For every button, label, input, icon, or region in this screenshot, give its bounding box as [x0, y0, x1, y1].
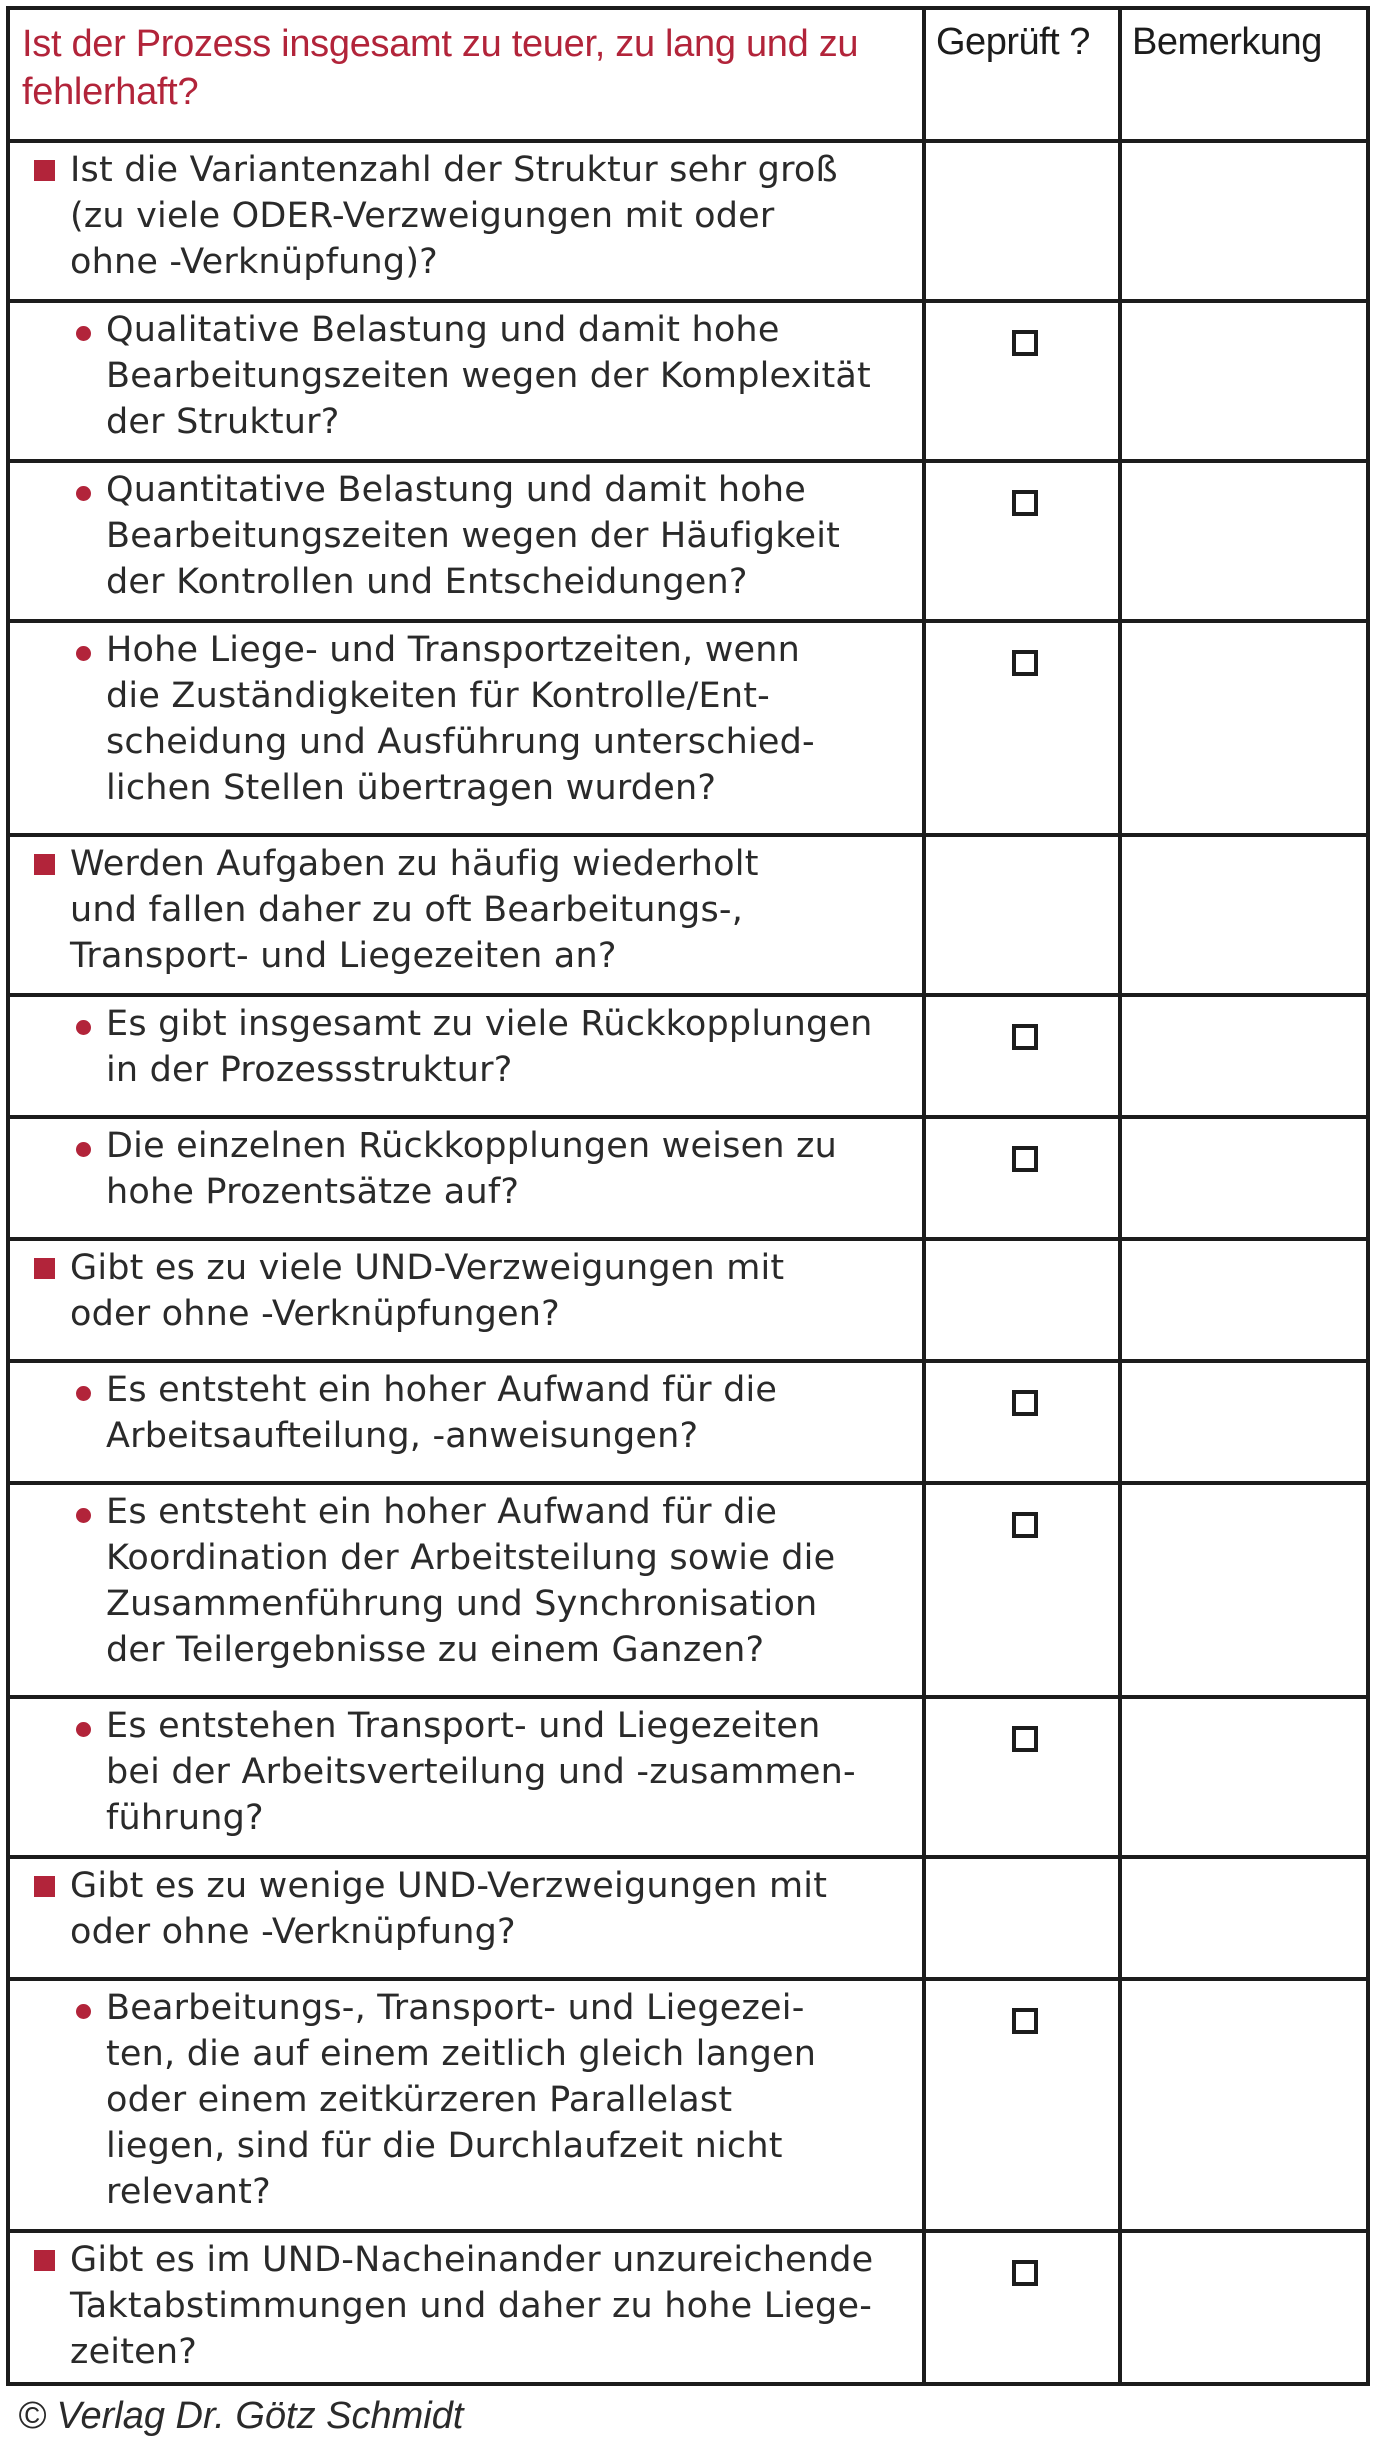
question-text-line: Die einzelnen Rückkopplungen weisen zu — [106, 1126, 837, 1166]
question-cell — [10, 837, 922, 993]
question-text — [106, 1001, 882, 1093]
question-text-line: Es entstehen Transport- und Liegezeiten — [106, 1706, 821, 1746]
question-text — [106, 1123, 882, 1215]
checkbox[interactable] — [1012, 2008, 1038, 2034]
question-text — [70, 841, 882, 979]
header-checked-cell — [926, 10, 1118, 139]
question-text-line: Quantitative Belastung und damit hohe — [106, 470, 806, 510]
checkbox[interactable] — [1012, 1726, 1038, 1752]
question-text — [106, 467, 882, 605]
header-remark-cell — [1122, 10, 1370, 139]
round-bullet-icon — [76, 1386, 91, 1401]
question-text-line: Bearbeitungszeiten wegen der Komplexität — [106, 356, 871, 396]
question-text — [106, 1703, 882, 1841]
checkbox[interactable] — [1012, 1024, 1038, 1050]
round-bullet-icon — [76, 1142, 91, 1157]
round-bullet-icon — [76, 646, 91, 661]
remark-cell[interactable] — [1122, 1981, 1370, 2229]
question-text — [106, 1985, 882, 2215]
question-text-line: Hohe Liege- und Transportzeiten, wenn — [106, 630, 801, 670]
checked-cell — [926, 143, 1118, 299]
square-bullet-icon — [34, 1258, 55, 1279]
question-cell — [10, 1859, 922, 1977]
question-text-line: und fallen daher zu oft Bearbeitungs-, — [70, 890, 744, 930]
round-bullet-icon — [76, 2004, 91, 2019]
checkbox[interactable] — [1012, 330, 1038, 356]
checkbox[interactable] — [1012, 1146, 1038, 1172]
question-text — [70, 2237, 882, 2375]
question-text-line: Arbeitsaufteilung, -anweisungen? — [106, 1416, 699, 1456]
question-text-line: liegen, sind für die Durchlaufzeit nicht — [106, 2126, 783, 2166]
round-bullet-icon — [76, 1722, 91, 1737]
question-cell — [10, 1981, 922, 2229]
question-text-line: Bearbeitungszeiten wegen der Häufigkeit — [106, 516, 841, 556]
question-text-line: Gibt es zu wenige UND-Verzweigungen mit — [70, 1866, 828, 1906]
checked-cell — [926, 1859, 1118, 1977]
remark-cell[interactable] — [1122, 303, 1370, 459]
question-text — [106, 1489, 882, 1673]
question-text-line: Es entsteht ein hoher Aufwand für die — [106, 1370, 778, 1410]
remark-cell[interactable] — [1122, 463, 1370, 619]
question-text-line: oder ohne -Verknüpfungen? — [70, 1294, 560, 1334]
remark-cell[interactable] — [1122, 997, 1370, 1115]
checked-cell — [926, 1241, 1118, 1359]
round-bullet-icon — [76, 1508, 91, 1523]
square-bullet-icon — [34, 2250, 55, 2271]
sub-question-row — [10, 1981, 1366, 2233]
question-cell — [10, 1119, 922, 1237]
checkbox[interactable] — [1012, 1390, 1038, 1416]
checkbox[interactable] — [1012, 2260, 1038, 2286]
question-text-line: Qualitative Belastung und damit hohe — [106, 310, 780, 350]
checkbox[interactable] — [1012, 650, 1038, 676]
sub-question-row — [10, 623, 1366, 837]
question-cell — [10, 143, 922, 299]
remark-cell[interactable] — [1122, 837, 1370, 993]
checked-cell — [926, 837, 1118, 993]
checked-cell — [926, 997, 1118, 1115]
column-header-checked: Geprüft ? — [936, 21, 1090, 63]
column-divider — [1118, 10, 1122, 2382]
copyright-note: © Verlag Dr. Götz Schmidt — [18, 2395, 464, 2437]
checked-cell — [926, 1119, 1118, 1237]
checked-cell — [926, 303, 1118, 459]
question-text-line: Taktabstimmungen und daher zu hohe Liege- — [70, 2286, 873, 2326]
question-row — [10, 2233, 1366, 2402]
question-cell — [10, 1485, 922, 1695]
sub-question-row — [10, 1699, 1366, 1859]
question-cell — [10, 303, 922, 459]
sub-question-row — [10, 1363, 1366, 1485]
question-text — [70, 1245, 882, 1337]
checkbox[interactable] — [1012, 490, 1038, 516]
question-text-line: bei der Arbeitsverteilung und -zusammen- — [106, 1752, 856, 1792]
column-divider — [922, 10, 926, 2382]
remark-cell[interactable] — [1122, 1699, 1370, 1855]
checked-cell — [926, 1363, 1118, 1481]
sub-question-row — [10, 1485, 1366, 1699]
remark-cell[interactable] — [1122, 623, 1370, 833]
checked-cell — [926, 1981, 1118, 2229]
question-text-line: Es gibt insgesamt zu viele Rückkopplungen — [106, 1004, 873, 1044]
question-text-line: oder ohne -Verknüpfung? — [70, 1912, 516, 1952]
question-text-line: der Kontrollen und Entscheidungen? — [106, 562, 748, 602]
table-title-line: fehlerhaft? — [22, 71, 199, 113]
question-text-line: ten, die auf einem zeitlich gleich langen — [106, 2034, 817, 2074]
question-text-line: Transport- und Liegezeiten an? — [70, 936, 617, 976]
checked-cell — [926, 463, 1118, 619]
question-text-line: Gibt es zu viele UND-Verzweigungen mit — [70, 1248, 785, 1288]
question-text-line: führung? — [106, 1798, 264, 1838]
question-text-line: Werden Aufgaben zu häufig wiederholt — [70, 844, 759, 884]
remark-cell[interactable] — [1122, 1241, 1370, 1359]
table-title — [10, 10, 922, 116]
remark-cell[interactable] — [1122, 1485, 1370, 1695]
sub-question-row — [10, 303, 1366, 463]
table-title-line: Ist der Prozess insgesamt zu teuer, zu lang und zu — [22, 23, 859, 65]
question-row — [10, 1241, 1366, 1363]
question-row — [10, 1859, 1366, 1981]
question-text-line: in der Prozessstruktur? — [106, 1050, 513, 1090]
question-text-line: zeiten? — [70, 2332, 198, 2372]
table-header — [10, 10, 1366, 143]
question-cell — [10, 1241, 922, 1359]
checked-cell — [926, 623, 1118, 833]
question-cell — [10, 2233, 922, 2402]
question-cell — [10, 1699, 922, 1855]
round-bullet-icon — [76, 1020, 91, 1035]
question-text-line: der Teilergebnisse zu einem Ganzen? — [106, 1630, 765, 1670]
question-text — [70, 147, 882, 285]
question-text-line: Es entsteht ein hoher Aufwand für die — [106, 1492, 778, 1532]
remark-cell[interactable] — [1122, 1859, 1370, 1977]
question-cell — [10, 463, 922, 619]
question-text-line: Ist die Variantenzahl der Struktur sehr groß — [70, 150, 838, 190]
question-text-line: Gibt es im UND-Nacheinander unzureichende — [70, 2240, 874, 2280]
question-text — [106, 1367, 882, 1459]
round-bullet-icon — [76, 326, 91, 341]
question-text — [106, 307, 882, 445]
checklist-table — [6, 6, 1370, 2386]
question-text-line: hohe Prozentsätze auf? — [106, 1172, 520, 1212]
question-text-line: (zu viele ODER-Verzweigungen mit oder — [70, 196, 775, 236]
question-row — [10, 143, 1366, 303]
question-text — [70, 1863, 882, 1955]
remark-cell[interactable] — [1122, 1119, 1370, 1237]
square-bullet-icon — [34, 1876, 55, 1897]
question-text-line: die Zuständigkeiten für Kontrolle/Ent- — [106, 676, 770, 716]
question-text-line: ohne -Verknüpfung)? — [70, 242, 438, 282]
header-question-cell — [10, 10, 922, 139]
remark-cell[interactable] — [1122, 2233, 1370, 2402]
round-bullet-icon — [76, 486, 91, 501]
checked-cell — [926, 1699, 1118, 1855]
sub-question-row — [10, 463, 1366, 623]
question-text-line: Bearbeitungs-, Transport- und Liegezei- — [106, 1988, 805, 2028]
question-cell — [10, 997, 922, 1115]
question-row — [10, 837, 1366, 997]
checked-cell — [926, 1485, 1118, 1695]
question-text-line: relevant? — [106, 2172, 271, 2212]
remark-cell[interactable] — [1122, 1363, 1370, 1481]
question-text-line: Zusammenführung und Synchronisation — [106, 1584, 818, 1624]
sub-question-row — [10, 1119, 1366, 1241]
sub-question-row — [10, 997, 1366, 1119]
question-text — [106, 627, 882, 811]
question-text-line: oder einem zeitkürzeren Parallelast — [106, 2080, 733, 2120]
remark-cell[interactable] — [1122, 143, 1370, 299]
column-header-remark: Bemerkung — [1132, 21, 1322, 63]
square-bullet-icon — [34, 160, 55, 181]
question-text-line: Koordination der Arbeitsteilung sowie die — [106, 1538, 836, 1578]
question-text-line: scheidung und Ausführung unterschied- — [106, 722, 815, 762]
question-text-line: lichen Stellen übertragen wurden? — [106, 768, 717, 808]
checkbox[interactable] — [1012, 1512, 1038, 1538]
question-cell — [10, 1363, 922, 1481]
checked-cell — [926, 2233, 1118, 2402]
square-bullet-icon — [34, 854, 55, 875]
question-text-line: der Struktur? — [106, 402, 340, 442]
question-cell — [10, 623, 922, 833]
